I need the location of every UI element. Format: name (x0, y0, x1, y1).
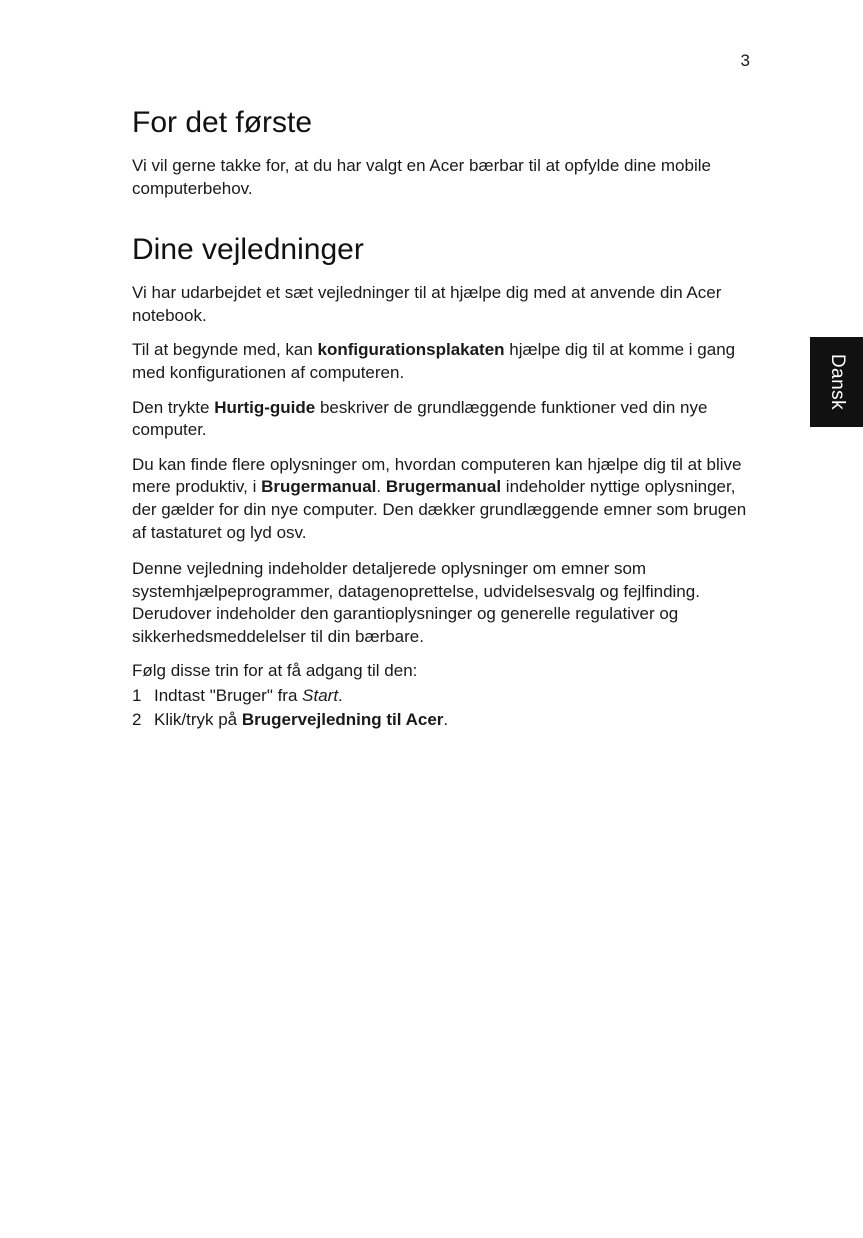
step-text (154, 684, 343, 708)
paragraph-4 (132, 454, 752, 544)
language-tab-label: Dansk (826, 353, 848, 411)
paragraph-1: Vi har udarbejdet et sæt vejledninger til at hjælpe dig med at anvende din Acer notebook. (132, 283, 722, 325)
paragraph-4-bold-1: Brugermanual (261, 477, 377, 497)
steps-list (132, 684, 752, 732)
paragraph-4-text-start: Du kan finde flere oplysninger om, hvordan computeren kan hjælpe dig til at blive mere produktiv, i (132, 454, 742, 497)
step-number: 1 (132, 686, 142, 706)
step-item (132, 708, 752, 732)
step-item (132, 684, 752, 708)
step-text-end: . (443, 710, 449, 730)
step-number: 2 (132, 710, 142, 730)
paragraph-4-text-end: indeholder nyttige oplysninger, der gælder for din nye computer. Den dækker grundlæggende emner som brugen af tastaturet og lyd osv. (132, 477, 747, 542)
step-emphasis: Brugervejledning til Acer (241, 710, 444, 730)
step-text (154, 708, 448, 732)
paragraph-2-text-end: hjælpe dig til at komme i gang med konfigurationen af computeren. (132, 340, 736, 382)
steps-intro: Følg disse trin for at få adgang til den: (132, 660, 418, 680)
paragraph-2-bold: konfigurationsplakaten (317, 340, 505, 360)
paragraph-3 (132, 397, 752, 442)
paragraph-3-bold: Hurtig-guide (214, 397, 316, 417)
heading-for-det-forste: For det første (132, 106, 313, 139)
step-text-start: Indtast "Bruger" fra (154, 686, 303, 706)
paragraph-2-text-start: Til at begynde med, kan (132, 340, 318, 360)
intro-paragraph: Vi vil gerne takke for, at du har valgt en Acer bærbar til at opfylde dine mobile computerbehov. (132, 156, 711, 198)
document-body (132, 100, 752, 732)
heading-dine-vejledninger: Dine vejledninger (132, 233, 364, 267)
step-text-start: Klik/tryk på (154, 710, 242, 730)
page-number: 3 (740, 51, 750, 70)
paragraph-2 (132, 339, 752, 384)
paragraph-3-text-start: Den trykte (132, 397, 215, 417)
step-emphasis: Start (302, 686, 339, 706)
paragraph-3-text-end: beskriver de grundlæggende funktioner ved din nye computer. (132, 397, 708, 440)
language-tab (810, 337, 863, 427)
paragraph-4-text-mid: . (376, 477, 386, 497)
step-text-end: . (338, 686, 343, 706)
paragraph-4-bold-2: Brugermanual (385, 477, 502, 497)
paragraph-5: Denne vejledning indeholder detaljerede oplysninger om emner som systemhjælpeprogrammer, datagenoprettelse, udvidelsesvalg og fejlfinding. Derudover indeholder den garantioplysninger og generelle regulativer og sikkerhedsmeddelelser til din bærbare. (132, 559, 700, 646)
